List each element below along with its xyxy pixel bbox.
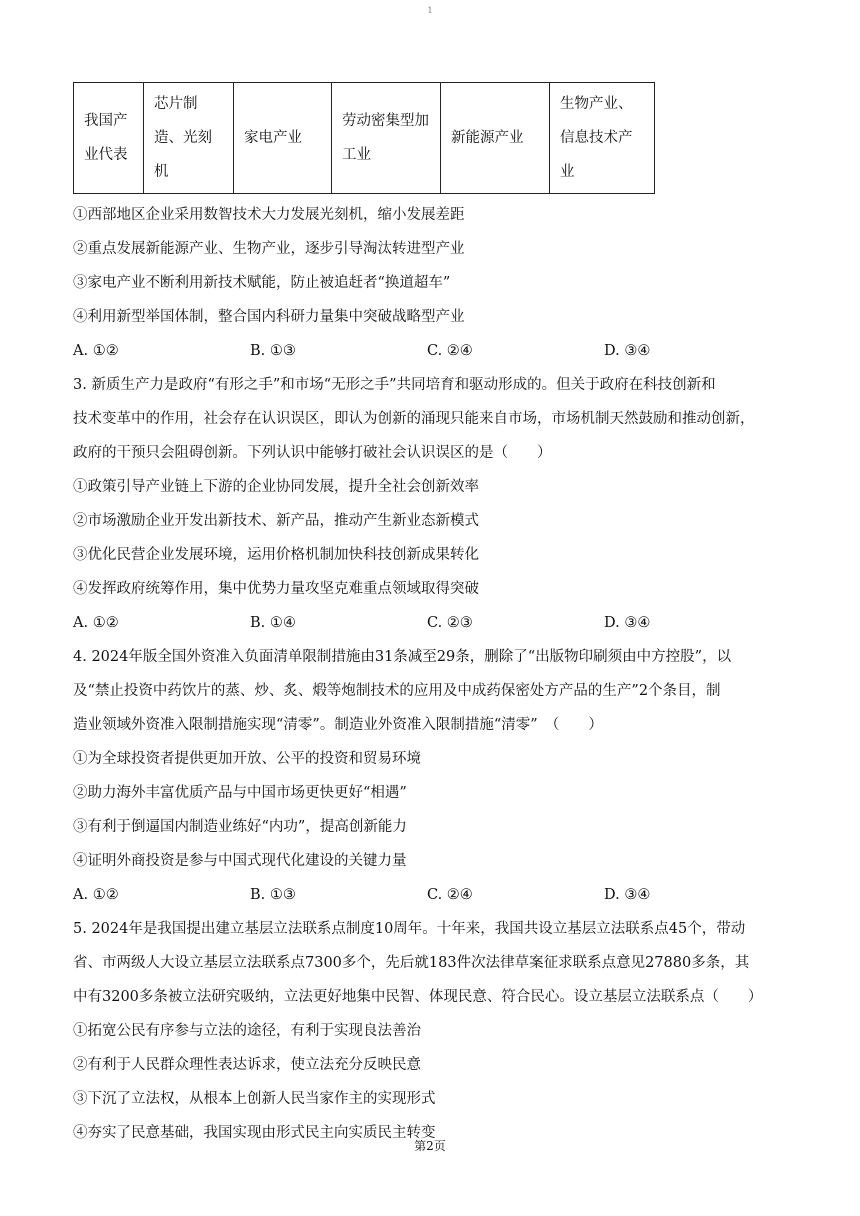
statement: ③家电产业不断利用新技术赋能，防止被追赶者“换道超车” [73, 275, 451, 291]
table-cell: 我国产业代表 [74, 83, 144, 194]
question-text: 政府的干预只会阻碍创新。下列认识中能够打破社会认识误区的是（ ） [73, 445, 552, 461]
statement: ②重点发展新能源产业、生物产业，逐步引导淘汰转进型产业 [73, 241, 465, 257]
question-text: 3. 新质生产力是政府“有形之手”和市场“无形之手”共同培育和驱动形成的。但关于政府在科技创新和 [73, 377, 716, 393]
option-c[interactable]: C. ②③ [427, 615, 473, 631]
question-3-stem [73, 368, 785, 470]
statement: ①为全球投资者提供更加开放、公平的投资和贸易环境 [73, 751, 421, 767]
option-b[interactable]: B. ①③ [250, 343, 296, 359]
option-a[interactable]: A. ①② [73, 887, 119, 903]
option-b[interactable]: B. ①③ [250, 887, 296, 903]
table-cell: 芯片制造、光刻机 [144, 83, 234, 194]
question-3-statements [73, 470, 785, 606]
statement: ③下沉了立法权，从根本上创新人民当家作主的实现形式 [73, 1091, 436, 1107]
question-4-stem [73, 640, 785, 742]
question-5-stem [73, 912, 785, 1014]
question-4-statements [73, 742, 785, 878]
statement: ①拓宽公民有序参与立法的途径，有利于实现良法善治 [73, 1023, 421, 1039]
question-text: 造业领域外资准入限制措施实现“清零”。制造业外资准入限制措施“清零” （ ） [73, 717, 603, 733]
statement: ④发挥政府统筹作用，集中优势力量攻坚克难重点领域取得突破 [73, 581, 479, 597]
question-5-statements [73, 1014, 785, 1150]
option-d[interactable]: D. ③④ [604, 887, 651, 903]
question-text: 5. 2024年是我国提出建立基层立法联系点制度10周年。十年来，我国共设立基层立法联系点45个，带动 [73, 921, 746, 937]
industry-table [73, 82, 655, 194]
statement: ①西部地区企业采用数智技术大力发展光刻机，缩小发展差距 [73, 207, 465, 223]
statement: ②市场激励企业开发出新技术、新产品，推动产生新业态新模式 [73, 513, 479, 529]
question-3-options [73, 606, 785, 640]
option-a[interactable]: A. ①② [73, 615, 119, 631]
statement: ③有利于倒逼国内制造业练好“内功”，提高创新能力 [73, 819, 407, 835]
question-text: 省、市两级人大设立基层立法联系点7300多个，先后就183件次法律草案征求联系点意见27880多条，其 [73, 955, 750, 971]
question-2-options [73, 334, 785, 368]
option-c[interactable]: C. ②④ [427, 887, 473, 903]
statement: ①政策引导产业链上下游的企业协同发展，提升全社会创新效率 [73, 479, 479, 495]
statement: ④利用新型举国体制，整合国内科研力量集中突破战略型产业 [73, 309, 465, 325]
table-cell: 生物产业、信息技术产业 [550, 83, 655, 194]
header-mark: 1 [427, 6, 433, 15]
option-d[interactable]: D. ③④ [604, 615, 651, 631]
option-b[interactable]: B. ①④ [250, 615, 296, 631]
question-text: 技术变革中的作用，社会存在认识误区，即认为创新的涌现只能来自市场，市场机制天然鼓励和推动创新， [73, 411, 755, 427]
question-2-statements [73, 198, 785, 334]
statement: ②有利于人民群众理性表达诉求，使立法充分反映民意 [73, 1057, 421, 1073]
page-content [73, 82, 785, 1150]
question-text: 4. 2024年版全国外资准入负面清单限制措施由31条减至29条，删除了“出版物印刷须由中方控股”，以 [73, 649, 732, 665]
question-4-options [73, 878, 785, 912]
question-text: 中有3200多条被立法研究吸纳，立法更好地集中民智、体现民意、符合民心。设立基层立法联系点（ ） [73, 989, 763, 1005]
table-cell: 新能源产业 [441, 83, 550, 194]
table-cell: 家电产业 [234, 83, 332, 194]
statement: ②助力海外丰富优质产品与中国市场更快更好“相遇” [73, 785, 407, 801]
table-cell: 劳动密集型加工业 [332, 83, 441, 194]
statement: ③优化民营企业发展环境，运用价格机制加快科技创新成果转化 [73, 547, 479, 563]
table-row [74, 83, 655, 194]
statement: ④证明外商投资是参与中国式现代化建设的关键力量 [73, 853, 407, 869]
option-a[interactable]: A. ①② [73, 343, 119, 359]
option-c[interactable]: C. ②④ [427, 343, 473, 359]
statement: ④夯实了民意基础，我国实现由形式民主向实质民主转变 [73, 1125, 436, 1141]
question-text: 及“禁止投资中药饮片的蒸、炒、炙、煅等炮制技术的应用及中成药保密处方产品的生产”2个条目，制 [73, 683, 721, 699]
option-d[interactable]: D. ③④ [604, 343, 651, 359]
page-number: 第2页 [414, 1139, 446, 1153]
